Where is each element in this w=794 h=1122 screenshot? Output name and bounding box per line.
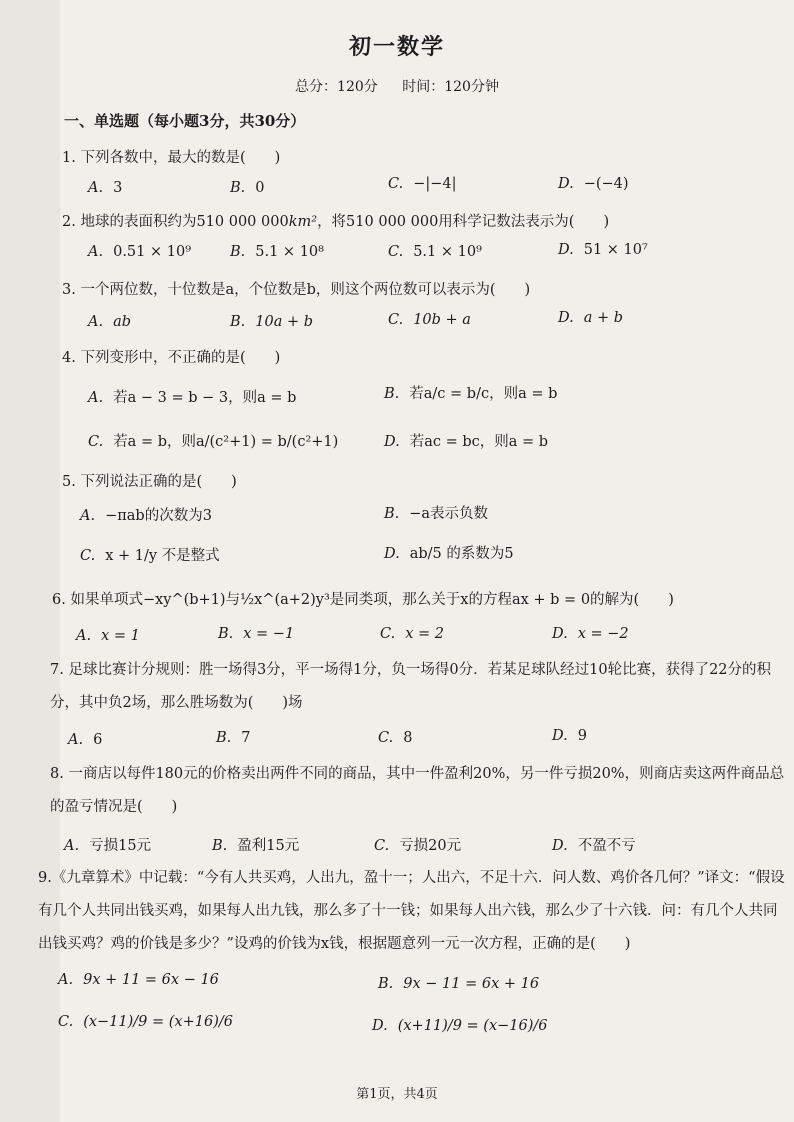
q8-option-d[interactable]: D. 不盈不亏 [552, 838, 636, 854]
page-title: 初一数学 [348, 34, 445, 60]
q4-option-d[interactable]: D. 若ac = bc，则a = b [384, 434, 549, 450]
q7-option-a[interactable]: A. 6 [68, 732, 103, 748]
exam-meta [0, 76, 794, 96]
q8-option-c[interactable]: C. 亏损20元 [374, 838, 462, 854]
q3-option-d[interactable]: D. a + b [558, 310, 624, 326]
question-7-stem: 7. 足球比赛计分规则：胜一场得3分，平一场得1分，负一场得0分．若某足球队经过10轮比赛，获得了22分的积分，其中负2场，那么胜场数为( )场 [50, 662, 772, 711]
q9-option-b[interactable]: B. 9x − 11 = 6x + 16 [378, 976, 540, 992]
q8-option-a[interactable]: A. 亏损15元 [64, 838, 152, 854]
q5-option-d[interactable]: D. ab/5 的系数为5 [384, 546, 514, 562]
q1-option-c[interactable]: C. −|−4| [388, 176, 457, 192]
exam-time: 时间：120分钟 [402, 79, 499, 95]
q9-option-c[interactable]: C. (x−11)/9 = (x+16)/6 [58, 1014, 233, 1030]
q4-option-a[interactable]: A. 若a − 3 = b − 3，则a = b [88, 390, 297, 406]
q2-option-c[interactable]: C. 5.1 × 10⁹ [388, 244, 482, 260]
question-5-stem: 5. 下列说法正确的是( ) [62, 474, 237, 490]
q4-option-c[interactable]: C. 若a = b，则a/(c²+1) = b/(c²+1) [88, 434, 339, 450]
q1-option-b[interactable]: B. 0 [230, 180, 265, 196]
q3-option-b[interactable]: B. 10a + b [230, 314, 314, 330]
q7-option-d[interactable]: D. 9 [552, 728, 587, 744]
q2-option-d[interactable]: D. 51 × 10⁷ [558, 242, 648, 258]
q6-option-d[interactable]: D. x = −2 [552, 626, 629, 642]
q9-option-a[interactable]: A. 9x + 11 = 6x − 16 [58, 972, 219, 988]
page-footer: 第1页，共4页 [356, 1087, 438, 1102]
q5-option-c[interactable]: C. x + 1/y 不是整式 [80, 548, 220, 564]
q7-option-c[interactable]: C. 8 [378, 730, 413, 746]
total-score: 总分：120分 [295, 79, 378, 95]
q5-option-a[interactable]: A. −πab的次数为3 [80, 508, 212, 524]
q5-option-b[interactable]: B. −a表示负数 [384, 506, 489, 522]
question-1-stem: 1. 下列各数中，最大的数是( ) [62, 150, 281, 166]
section-heading: 一、单选题（每小题3分，共30分） [64, 112, 306, 130]
q6-option-b[interactable]: B. x = −1 [218, 626, 295, 642]
q1-option-a[interactable]: A. 3 [88, 180, 123, 196]
q1-option-d[interactable]: D. −(−4) [558, 176, 629, 192]
q6-option-a[interactable]: A. x = 1 [76, 628, 140, 644]
question-3-stem: 3. 一个两位数，十位数是a，个位数是b，则这个两位数可以表示为( ) [62, 282, 531, 298]
q9-option-d[interactable]: D. (x+11)/9 = (x−16)/6 [372, 1018, 548, 1034]
q7-option-b[interactable]: B. 7 [216, 730, 251, 746]
question-2-stem: 2. 地球的表面积约为510 000 000km²，将510 000 000用科学记数法表示为( ) [62, 214, 610, 230]
question-8-stem: 8. 一商店以每件180元的价格卖出两件不同的商品，其中一件盈利20%，另一件亏损20%，则商店卖这两件商品总的盈亏情况是( ) [50, 766, 785, 815]
question-9-stem: 9.《九章算术》中记载：“今有人共买鸡，人出九，盈十一；人出六，不足十六．问人数、鸡价各几何？”译文：“假设有几个人共同出钱买鸡，如果每人出九钱，那么多了十一钱；如果每人出六钱，那么少了十六钱．问：有几个人共同出钱买鸡？鸡的价钱是多少？”设鸡的价钱为x钱，根据题意列一元一次方程，正确的是( ) [38, 870, 785, 952]
question-4-stem: 4. 下列变形中，不正确的是( ) [62, 350, 281, 366]
q3-option-a[interactable]: A. ab [88, 314, 132, 330]
q2-option-b[interactable]: B. 5.1 × 10⁸ [230, 244, 324, 260]
q6-option-c[interactable]: C. x = 2 [380, 626, 444, 642]
question-6-stem: 6. 如果单项式−xy^(b+1)与½x^(a+2)y³是同类项，那么关于x的方程ax + b = 0的解为( ) [52, 592, 674, 608]
q2-option-a[interactable]: A. 0.51 × 10⁹ [88, 244, 192, 260]
q4-option-b[interactable]: B. 若a/c = b/c，则a = b [384, 386, 558, 402]
q3-option-c[interactable]: C. 10b + a [388, 312, 471, 328]
q8-option-b[interactable]: B. 盈利15元 [212, 838, 300, 854]
